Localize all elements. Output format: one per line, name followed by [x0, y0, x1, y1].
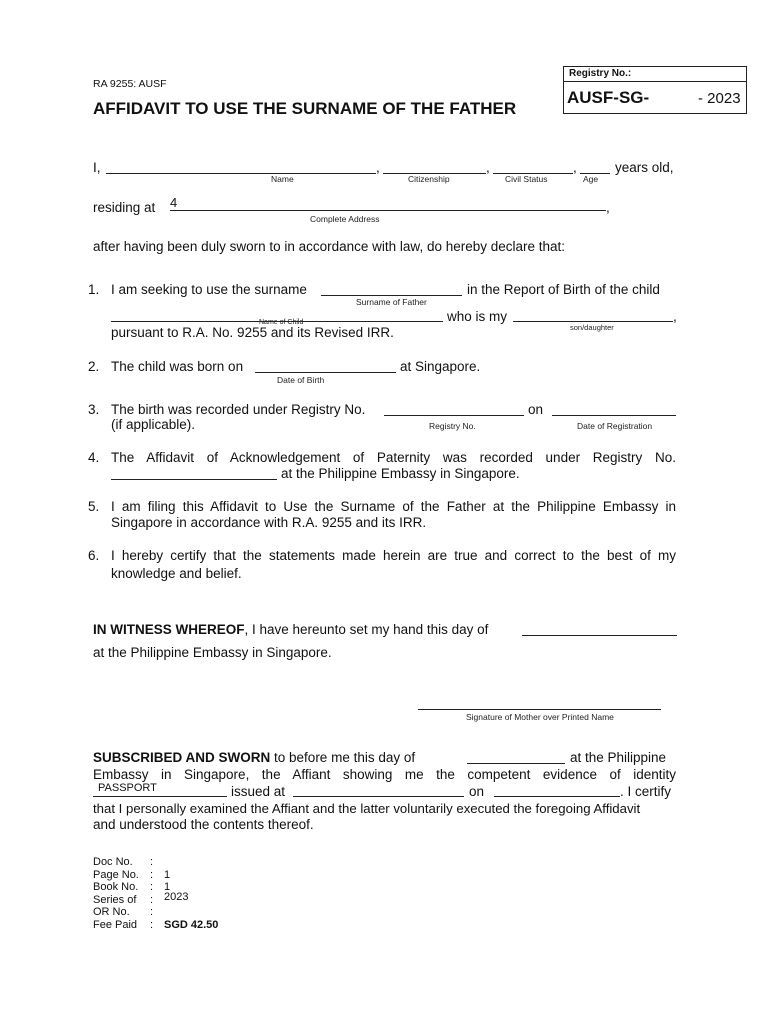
- name-field[interactable]: [106, 160, 376, 174]
- registry-prefix: AUSF-SG-: [567, 88, 650, 107]
- item-3-on: on: [528, 402, 544, 417]
- page-title: AFFIDAVIT TO USE THE SURNAME OF THE FATHER: [93, 99, 517, 118]
- registration-date-field[interactable]: [552, 415, 676, 416]
- passport-field[interactable]: [93, 796, 227, 797]
- years-old-text: years old,: [615, 160, 674, 175]
- address-value: 4: [170, 195, 178, 210]
- signature-label: Signature of Mother over Printed Name: [466, 712, 614, 722]
- registry-no-field[interactable]: [384, 415, 524, 416]
- item-5-line-2: Singapore in accordance with R.A. 9255 and its IRR.: [111, 515, 427, 530]
- registration-date-label: Date of Registration: [577, 421, 653, 431]
- registry-divider: [563, 81, 747, 82]
- passport-value: PASSPORT: [98, 782, 157, 794]
- item-3-number: 3.: [88, 402, 100, 417]
- surname-field[interactable]: [321, 295, 462, 296]
- notary-row: OR No. :: [93, 906, 154, 919]
- item-6-line-2: knowledge and belief.: [111, 566, 242, 581]
- registry-year: - 2023: [698, 90, 741, 107]
- birth-date-label: Date of Birth: [277, 375, 325, 385]
- witness-day-field[interactable]: [522, 635, 677, 636]
- if-applicable-text: (if applicable).: [111, 417, 196, 432]
- item-3-text-a: The birth was recorded under Registry No.: [111, 402, 366, 417]
- notary-row: Book No. : 1: [93, 881, 171, 894]
- notary-row: Doc No. :: [93, 856, 154, 868]
- item-4-line-1: The Affidavit of Acknowledgement of Paternity was recorded under Registry No.: [111, 450, 676, 465]
- aap-registry-field[interactable]: [111, 479, 277, 480]
- sworn-l1-rest: to before me this day of: [274, 750, 416, 765]
- item-6-number: 6.: [88, 548, 100, 563]
- item-6-line-1: I hereby certify that the statements made herein are true and correct to the best of my: [111, 548, 676, 563]
- intro-i: I,: [93, 160, 101, 175]
- witness-line-1: [93, 622, 488, 637]
- item-2-text-a: The child was born on: [111, 359, 244, 374]
- address-field[interactable]: [170, 210, 606, 211]
- registry-label: Registry No.:: [569, 68, 632, 79]
- issued-at-field[interactable]: [293, 796, 464, 797]
- witness-bold: IN WITNESS WHEREOF: [93, 622, 245, 637]
- child-name-label: Name of Child: [259, 319, 304, 326]
- issued-on-field[interactable]: [494, 796, 620, 797]
- item-2-text-b: at Singapore.: [400, 359, 481, 374]
- sworn-l1-end: at the Philippine: [570, 750, 667, 765]
- relation-field[interactable]: [513, 321, 673, 322]
- address-label: Complete Address: [310, 214, 380, 224]
- sworn-line-5: and understood the contents thereof.: [93, 817, 314, 832]
- item-1-number: 1.: [88, 282, 100, 297]
- civil-status-field[interactable]: [493, 160, 573, 174]
- son-daughter-label: son/daughter: [570, 323, 614, 332]
- age-field[interactable]: [580, 160, 610, 174]
- notary-row: Page No. : 1: [93, 868, 171, 881]
- citizenship-field[interactable]: [383, 160, 486, 174]
- issued-at-text: issued at: [231, 784, 286, 799]
- witness-line-2: at the Philippine Embassy in Singapore.: [93, 645, 332, 660]
- sworn-statement: after having been duly sworn to in accordance with law, do hereby declare that:: [93, 239, 566, 254]
- registry-no-label: Registry No.: [429, 421, 476, 431]
- item-5-line-1: I am filing this Affidavit to Use the Surname of the Father at the Philippine Embassy in: [111, 499, 676, 514]
- surname-label: Surname of Father: [356, 297, 427, 307]
- notary-row: Fee Paid : SGD 42.50: [93, 918, 219, 931]
- item-2-number: 2.: [88, 359, 100, 374]
- birth-date-field[interactable]: [255, 372, 396, 373]
- sworn-day-field[interactable]: [467, 763, 565, 764]
- pursuant-text: pursuant to R.A. No. 9255 and its Revised IRR.: [111, 325, 394, 340]
- civil-status-label: Civil Status: [505, 174, 548, 184]
- form-code: RA 9255: AUSF: [93, 78, 167, 90]
- item-4-number: 4.: [88, 450, 100, 465]
- age-label: Age: [583, 174, 599, 184]
- sworn-line-1: [93, 750, 415, 765]
- signature-line[interactable]: [418, 709, 661, 710]
- item-1-text-b: in the Report of Birth of the child: [467, 282, 660, 297]
- who-is-my-text: who is my: [447, 309, 508, 324]
- sworn-on-text: on: [469, 784, 485, 799]
- notary-row: Series of : 2023: [93, 890, 189, 906]
- item-1-text-a: I am seeking to use the surname: [111, 282, 307, 297]
- witness-rest: , I have hereunto set my hand this day of: [244, 622, 489, 637]
- certify-text: . I certify: [620, 784, 672, 799]
- citizenship-label: Citizenship: [408, 174, 450, 184]
- item-5-number: 5.: [88, 499, 100, 514]
- sworn-line-2: Embassy in Singapore, the Affiant showing me the competent evidence of identity: [93, 767, 676, 782]
- sworn-bold: SUBSCRIBED AND SWORN: [93, 750, 271, 765]
- sworn-line-4: that I personally examined the Affiant and the latter voluntarily executed the foregoing Affidavit: [93, 801, 641, 816]
- notary-ledger: [93, 856, 218, 932]
- residing-at-text: residing at: [93, 200, 156, 215]
- name-label: Name: [271, 174, 294, 184]
- item-4-line-2: at the Philippine Embassy in Singapore.: [281, 466, 520, 481]
